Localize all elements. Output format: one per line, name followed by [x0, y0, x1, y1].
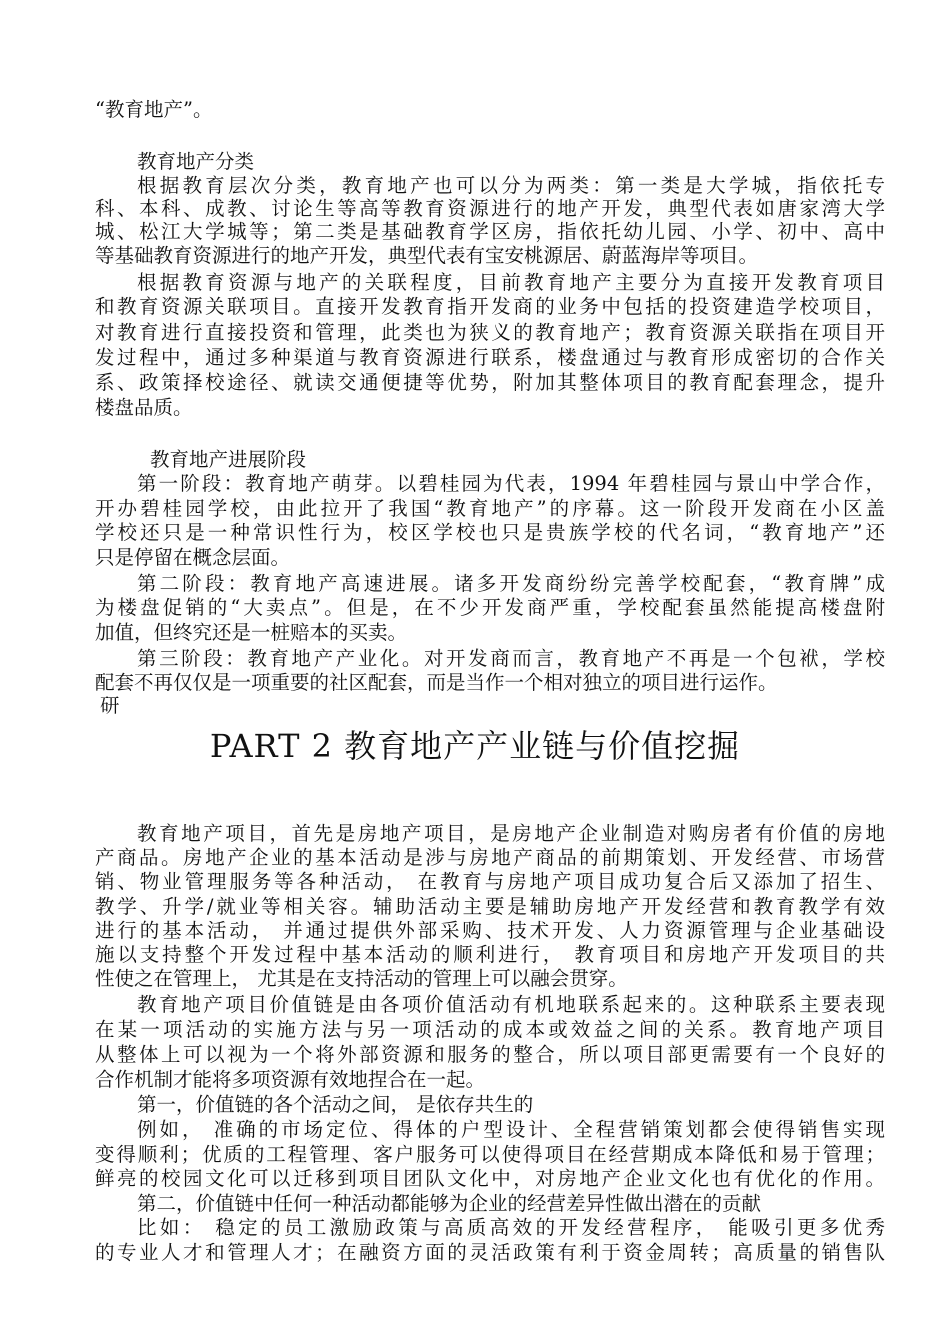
paragraph-line: 教育地产项目价值链是由各项价值活动有机地联系起来的。这种联系主要表现 [137, 993, 885, 1016]
paragraph-line: 城、松江大学城等；第二类是基础教育学区房，指依托幼儿园、小学、初中、高中 [95, 220, 885, 243]
paragraph-line: 变得顺利；优质的工程管理、客户服务可以使得项目在经营期成本降低和易于管理； [95, 1143, 885, 1166]
paragraph-line: 第三阶段：教育地产产业化。对开发商而言，教育地产不再是一个包袱，学校 [137, 647, 885, 670]
paragraph-line: 第二，价值链中任何一种活动都能够为企业的经营差异性做出潜在的贡献 [137, 1192, 762, 1215]
paragraph-line: 根据教育资源与地产的关联程度，目前教育地产主要分为直接开发教育项目 [137, 271, 885, 294]
paragraph-line: 第一阶段：教育地产萌芽。以碧桂园为代表，1994 年碧桂园与景山中学合作， [137, 472, 885, 495]
paragraph-line: 的专业人才和管理人才；在融资方面的灵活政策有利于资金周转；高质量的销售队 [95, 1241, 885, 1264]
paragraph-line: 鲜亮的校园文化可以迁移到项目团队文化中，对房地产企业文化也有优化的作用。 [95, 1167, 885, 1190]
paragraph-line: 研 [100, 694, 120, 717]
paragraph-line: 进行的基本活动， 并通过提供外部采购、技术开发、人力资源管理与企业基础设 [95, 919, 885, 942]
paragraph-line: 系、政策择校途径、就读交通便捷等优势，附加其整体项目的教育配套理念，提升 [95, 371, 885, 394]
section-heading-stages: 教育地产进展阶段 [150, 448, 307, 471]
paragraph-line: 学校还只是一种常识性行为，校区学校也只是贵族学校的代名词，“教育地产”还 [95, 521, 885, 544]
paragraph-line: 从整体上可以视为一个将外部资源和服务的整合，所以项目部更需要有一个良好的 [95, 1043, 885, 1066]
paragraph-line: 对教育进行直接投资和管理，此类也为狭义的教育地产；教育资源关联指在项目开 [95, 321, 885, 344]
section-heading-classification: 教育地产分类 [137, 150, 255, 173]
paragraph-line: 加值，但终究还是一桩赔本的买卖。 [95, 621, 408, 644]
paragraph-line: 产商品。房地产企业的基本活动是涉与房地产商品的前期策划、开发经营、市场营 [95, 846, 885, 869]
paragraph-line: 比如： 稳定的员工激励政策与高质高效的开发经营程序， 能吸引更多优秀 [137, 1216, 885, 1239]
paragraph-line: 和教育资源关联项目。直接开发教育指开发商的业务中包括的投资建造学校项目， [95, 295, 885, 318]
paragraph-line: 施以支持整个开发过程中基本活动的顺利进行， 教育项目和房地产开发项目的共 [95, 943, 885, 966]
paragraph-line: 例如， 准确的市场定位、得体的户型设计、全程营销策划都会使得销售实现 [137, 1118, 885, 1141]
paragraph-line: 只是停留在概念层面。 [95, 546, 291, 569]
paragraph-line: 发过程中，通过多种渠道与教育资源进行联系，楼盘通过与教育形成密切的合作关 [95, 346, 885, 369]
paragraph-line: 根据教育层次分类，教育地产也可以分为两类：第一类是大学城，指依托专 [137, 174, 885, 197]
paragraph-line: 性使之在管理上， 尤其是在支持活动的管理上可以融会贯穿。 [95, 967, 628, 990]
paragraph-line: 科、本科、成教、讨论生等高等教育资源进行的地产开发，典型代表如唐家湾大学 [95, 197, 885, 220]
paragraph-line: 教育地产项目，首先是房地产项目，是房地产企业制造对购房者有价值的房地 [137, 822, 885, 845]
paragraph-line: 销、物业管理服务等各种活动， 在教育与房地产项目成功复合后又添加了招生、 [95, 870, 885, 893]
paragraph-line: 楼盘品质。 [95, 396, 193, 419]
paragraph-line: 在某一项活动的实施方法与另一项活动的成本或效益之间的关系。教育地产项目 [95, 1018, 885, 1041]
paragraph-line: 为楼盘促销的“大卖点”。但是，在不少开发商严重，学校配套虽然能提高楼盘附 [95, 596, 885, 619]
paragraph-line: 开办碧桂园学校，由此拉开了我国“教育地产”的序幕。这一阶段开发商在小区盖 [95, 497, 885, 520]
opening-line: “教育地产”。 [95, 98, 213, 121]
paragraph-line: 等基础教育资源进行的地产开发，典型代表有宝安桃源居、蔚蓝海岸等项目。 [95, 244, 759, 267]
paragraph-line: 教学、升学/就业等相关容。辅助活动主要是辅助房地产开发经营和教育教学有效 [95, 895, 885, 918]
part-title: PART 2 教育地产产业链与价值挖掘 [209, 727, 741, 765]
paragraph-line: 第一，价值链的各个活动之间， 是依存共生的 [137, 1093, 534, 1116]
paragraph-line: 配套不再仅仅是一项重要的社区配套，而是当作一个相对独立的项目进行运作。 [95, 671, 778, 694]
paragraph-line: 合作机制才能将多项资源有效地捏合在一起。 [95, 1068, 486, 1091]
paragraph-line: 第二阶段：教育地产高速进展。诸多开发商纷纷完善学校配套，“教育牌”成 [137, 572, 885, 595]
